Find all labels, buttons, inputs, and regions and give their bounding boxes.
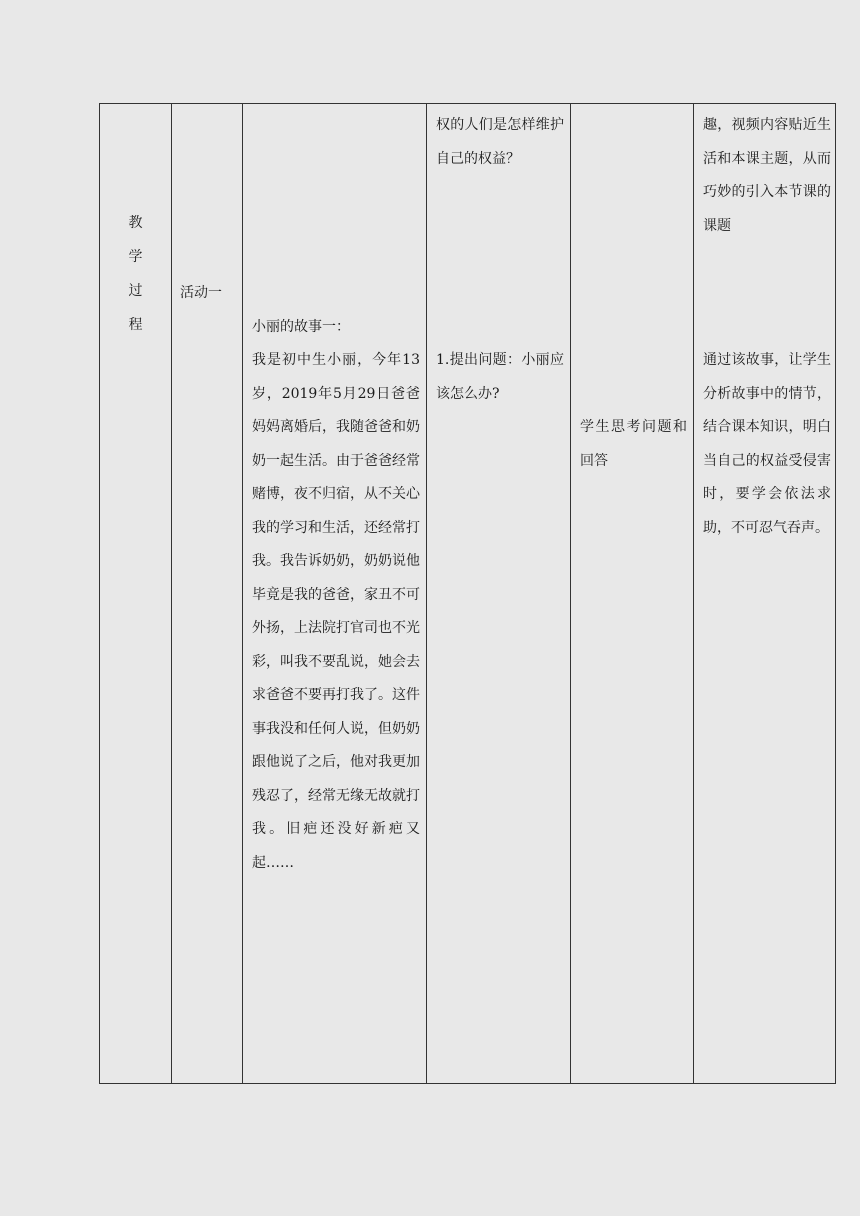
- design-intent-story: 通过该故事，让学生分析故事中的情节，结合课本知识，明白当自己的权益受侵害时，要学会依法求助，不可忍气吞声。: [703, 352, 831, 536]
- story-body: 我是初中生小丽，今年13岁，2019年5月29日爸爸妈妈离婚后，我随爸爸和奶奶一起生活。由于爸爸经常赌博，夜不归宿，从不关心我的学习和生活，还经常打我。我告诉奶奶，奶奶说他毕竟是我的爸爸，家丑不可外扬，上法院打官司也不光彩，叫我不要乱说，她会去求爸爸不要再打我了。这件事我没和任何人说，但奶奶跟他说了之后，他对我更加残忍了，经常无缘无故就打我。旧疤还没好新疤又起……: [252, 352, 420, 871]
- story-title: 小丽的故事一：: [252, 319, 350, 335]
- teacher-activity-top: 权的人们是怎样维护自己的权益？: [436, 117, 564, 167]
- lesson-plan-table: [99, 103, 836, 1084]
- section-char: 过: [128, 283, 143, 299]
- section-char: 教: [128, 215, 143, 231]
- student-activity-text: 学生思考问题和回答: [580, 419, 687, 469]
- activity-column: [172, 104, 243, 1083]
- student-activity-column: [571, 104, 694, 1083]
- content-column: [243, 104, 427, 1083]
- design-intent-column: [694, 104, 837, 1083]
- section-char: 学: [128, 249, 143, 265]
- activity-label: 活动一: [180, 285, 222, 301]
- section-column: [100, 104, 172, 1083]
- section-label: [100, 206, 171, 342]
- teacher-activity-question: 1.提出问题：小丽应该怎么办?: [436, 352, 564, 402]
- design-intent-top: 趣，视频内容贴近生活和本课主题，从而巧妙的引入本节课的课题: [703, 117, 831, 234]
- teacher-activity-column: [427, 104, 571, 1083]
- section-char: 程: [128, 317, 143, 333]
